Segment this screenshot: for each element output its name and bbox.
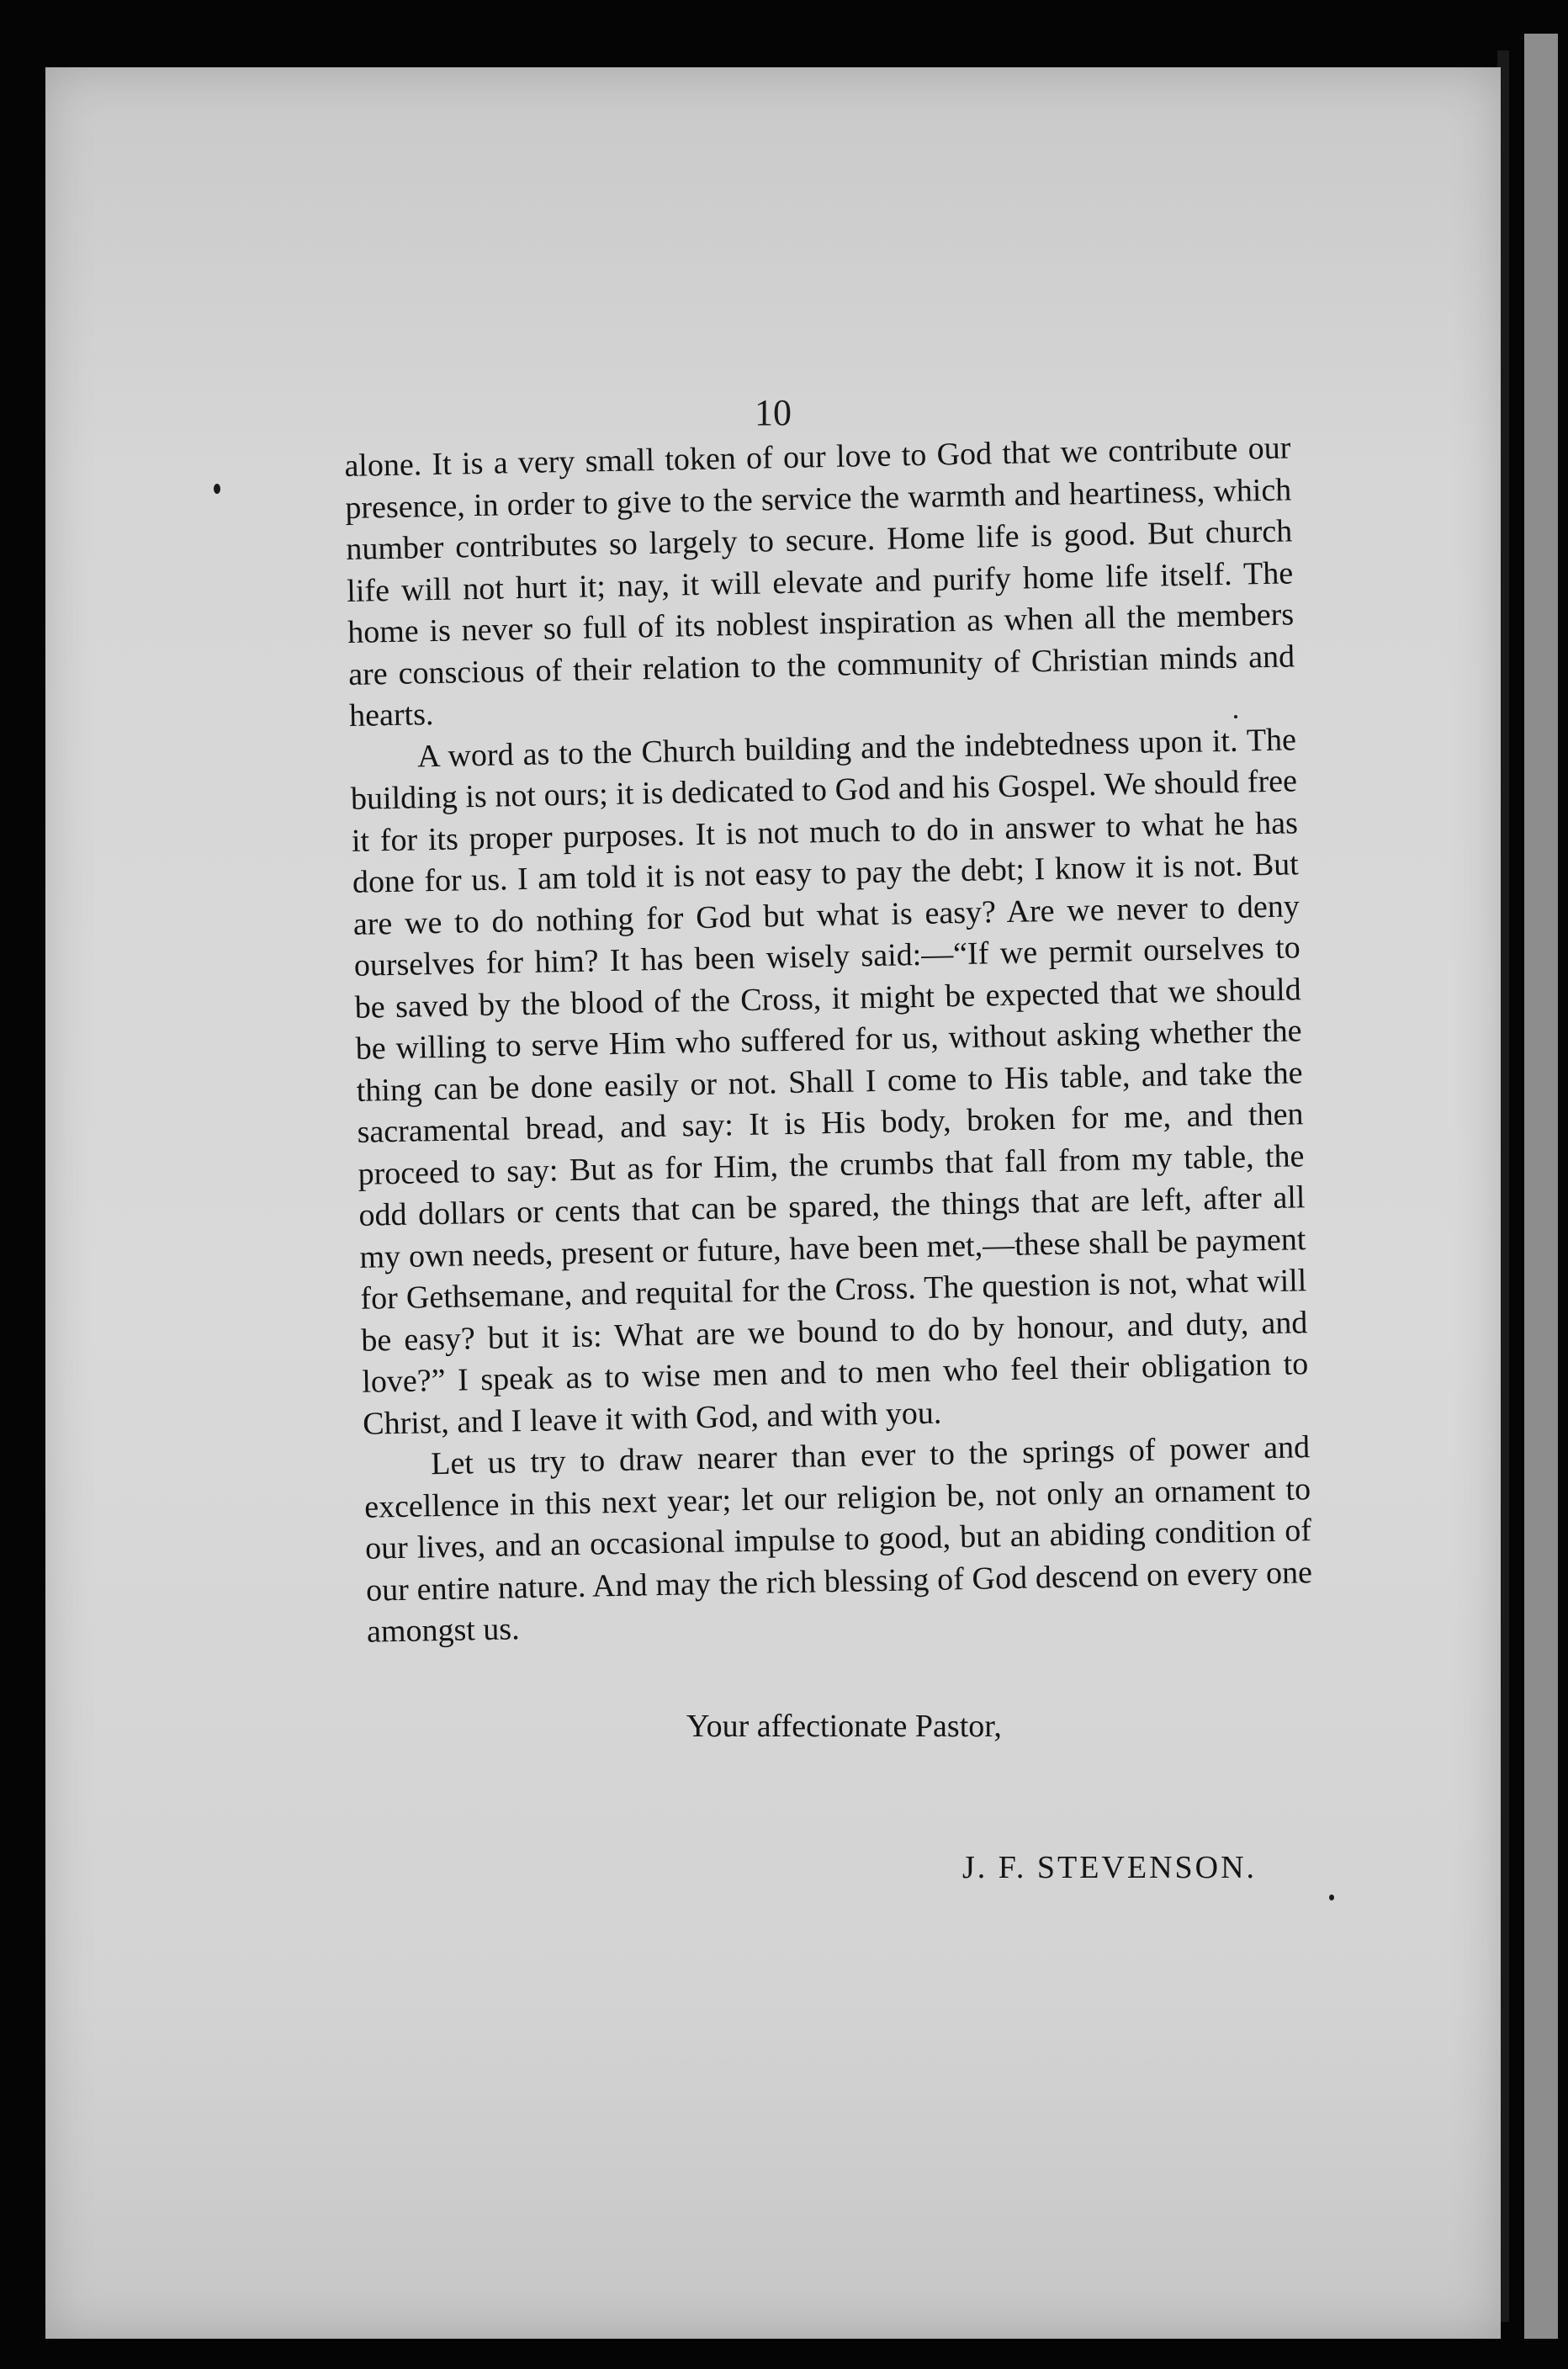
author-signature: J. F. STEVENSON. <box>962 1850 1258 1885</box>
paragraph-1: alone. It is a very small token of our love to God that we contribute our presence, in order to give to the service the warmth and heartiness, which number contributes so largely to secure. Home life is good. But church life will not hurt it; nay, it will elevate and purify home life itself. The home is never so full of its noblest inspiration as when all the members are conscious of their relation to the community of Christian minds and hearts. <box>344 430 1295 734</box>
paragraph-3: Let us try to draw nearer than ever to the springs of power and excellence in this next year; let our religion be, not only an ornament to our lives, and an occasional impulse to good, but an abiding condition of our entire nature. And may the rich blessing of God descend on every one amongst us. <box>363 1429 1313 1650</box>
paragraph-2: A word as to the Church building and the indebtedness upon it. The building is not ours; it is dedicated to God and his Gospel. We should free it for its proper purposes. It is not much to do in answer to what he has done for us. I am told it is not easy to pay the debt; I know it is not. But are we to do nothing for God but what is easy? Are we never to deny ourselves for him? It has been wisely said:—“If we permit ourselves to be saved by the blood of the Cross, it might be expected that we should be willing to serve Him who suffered for us, without asking whether the thing can be done easily or not. Shall I come to His table, and take the sacramental bread, and say: It is His body, broken for me, and then proceed to say: But as for Him, the crumbs that fall from my table, the odd dollars or cents that can be spared, the things that are left, after all my own needs, present or future, have been met,—these shall be payment for Gethsemane, and requital for the Cross. The question is not, what will be easy? but it is: What are we bound to do by honour, and duty, and love?” I speak as to wise men and to men who feel their obligation to Christ, and I leave it with God, and with you. <box>350 721 1309 1442</box>
ink-speck <box>1234 715 1237 718</box>
adjacent-page-edge <box>1524 34 1558 2339</box>
letter-body <box>344 427 1313 1653</box>
ink-speck <box>214 484 220 494</box>
closing-salutation: Your affectionate Pastor, <box>686 1709 1002 1744</box>
paper-sheet <box>45 67 1501 2339</box>
page-number: 10 <box>755 392 792 433</box>
ink-speck <box>1329 1895 1334 1900</box>
